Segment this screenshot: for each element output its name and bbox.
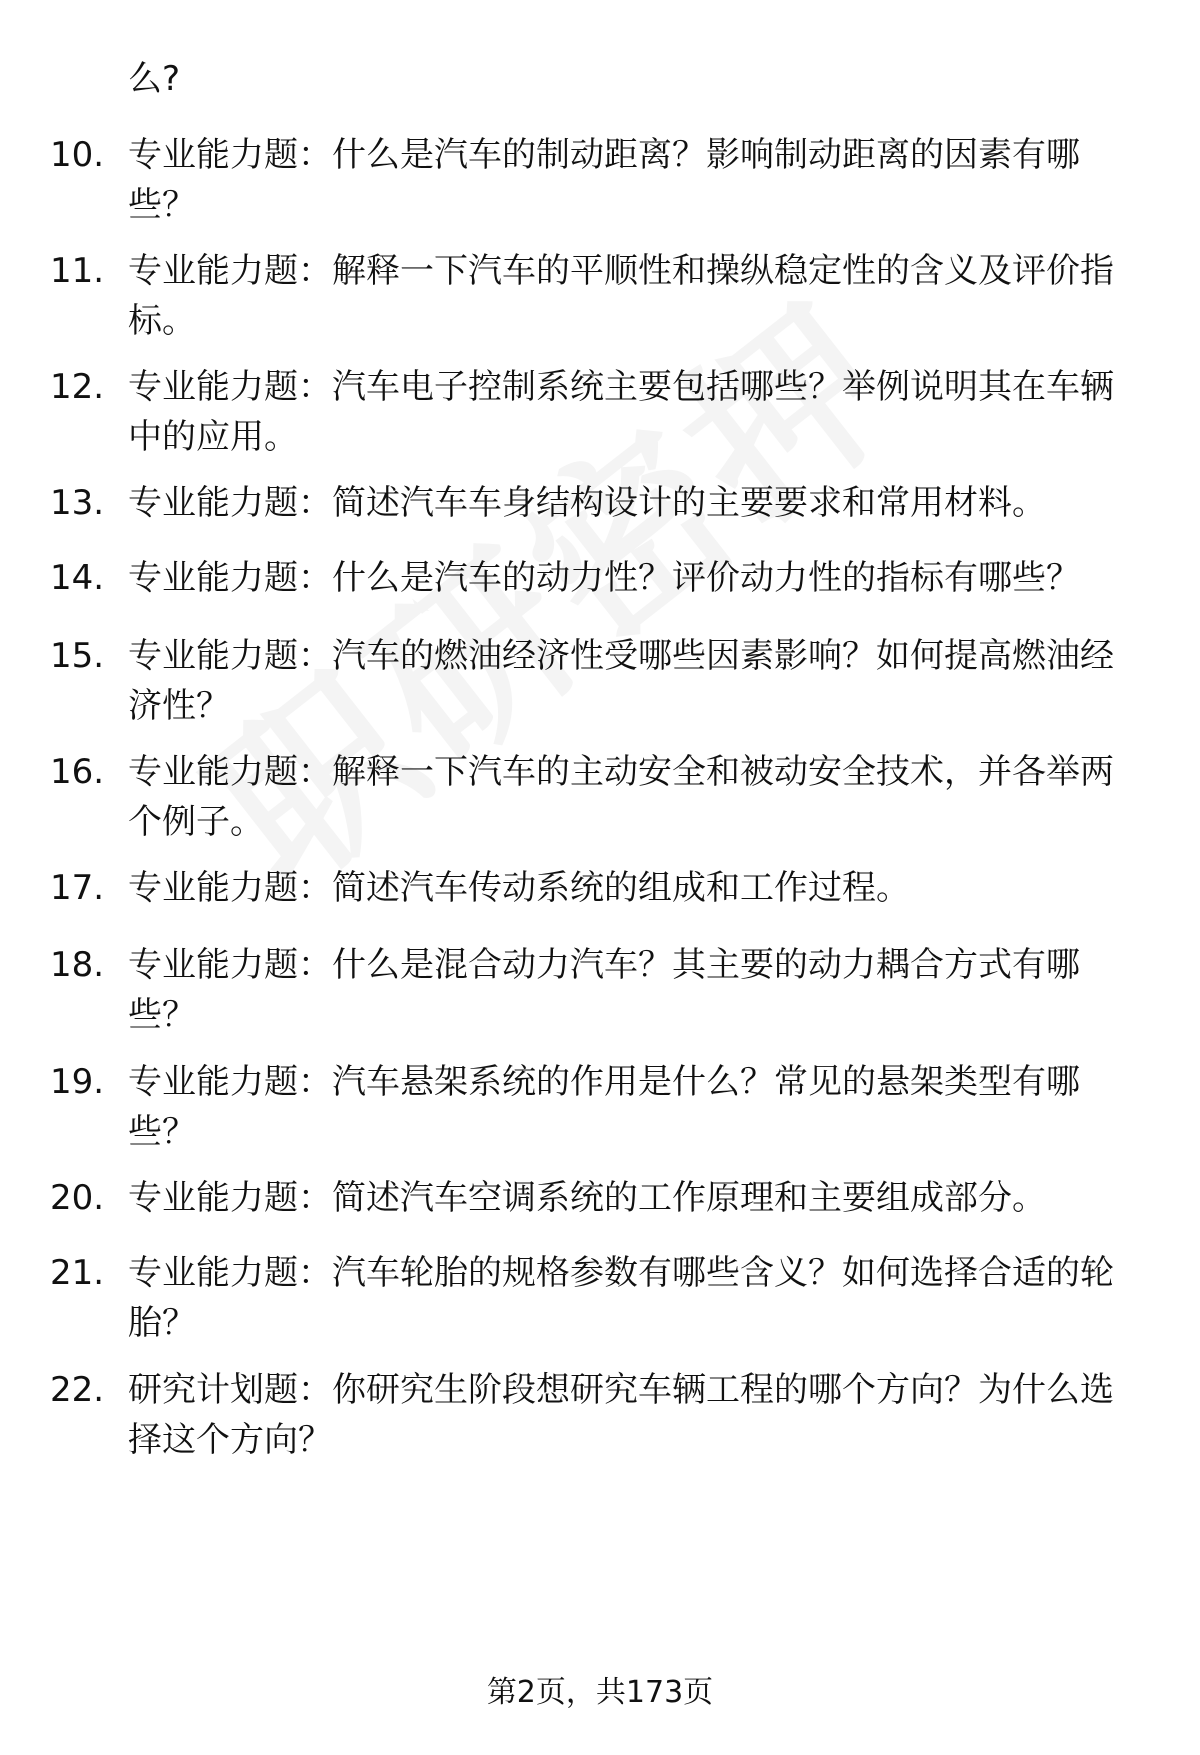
question-number: 13.: [50, 483, 105, 523]
question-text: 研究计划题：你研究生阶段想研究车辆工程的哪个方向？为什么选择这个方向？: [128, 1370, 1114, 1460]
question-number: 22.: [50, 1370, 105, 1410]
question-number: 15.: [50, 636, 105, 676]
question-text: 专业能力题：汽车悬架系统的作用是什么？常见的悬架类型有哪些？: [128, 1062, 1080, 1152]
question-number: 21.: [50, 1253, 105, 1293]
page-number-footer: 第2页，共173页: [486, 1675, 714, 1710]
question-text: 专业能力题：解释一下汽车的主动安全和被动安全技术，并各举两个例子。: [128, 752, 1114, 842]
question-text: 专业能力题：解释一下汽车的平顺性和操纵稳定性的含义及评价指标。: [128, 251, 1114, 341]
question-text: 专业能力题：简述汽车车身结构设计的主要要求和常用材料。: [128, 483, 1046, 523]
question-number: 11.: [50, 251, 105, 291]
question-text: 专业能力题：汽车的燃油经济性受哪些因素影响？如何提高燃油经济性？: [128, 636, 1114, 726]
question-number: 12.: [50, 367, 105, 407]
question-number: 17.: [50, 868, 105, 908]
question-text: 专业能力题：汽车轮胎的规格参数有哪些含义？如何选择合适的轮胎？: [128, 1253, 1114, 1343]
question-number: 19.: [50, 1062, 105, 1102]
question-text: 专业能力题：简述汽车空调系统的工作原理和主要组成部分。: [128, 1178, 1046, 1218]
question-number: 20.: [50, 1178, 105, 1218]
continued-text: 么?: [128, 59, 181, 99]
question-number: 16.: [50, 752, 105, 792]
question-text: 专业能力题：什么是汽车的动力性？评价动力性的指标有哪些？: [128, 558, 1080, 598]
question-text: 专业能力题：简述汽车传动系统的组成和工作过程。: [128, 868, 910, 908]
question-number: 18.: [50, 945, 105, 985]
question-number: 14.: [50, 558, 105, 598]
question-text: 专业能力题：什么是混合动力汽车？其主要的动力耦合方式有哪些？: [128, 945, 1080, 1035]
question-text: 专业能力题：什么是汽车的制动距离？影响制动距离的因素有哪些？: [128, 135, 1080, 225]
question-number: 10.: [50, 135, 105, 175]
question-text: 专业能力题：汽车电子控制系统主要包括哪些？举例说明其在车辆中的应用。: [128, 367, 1114, 457]
